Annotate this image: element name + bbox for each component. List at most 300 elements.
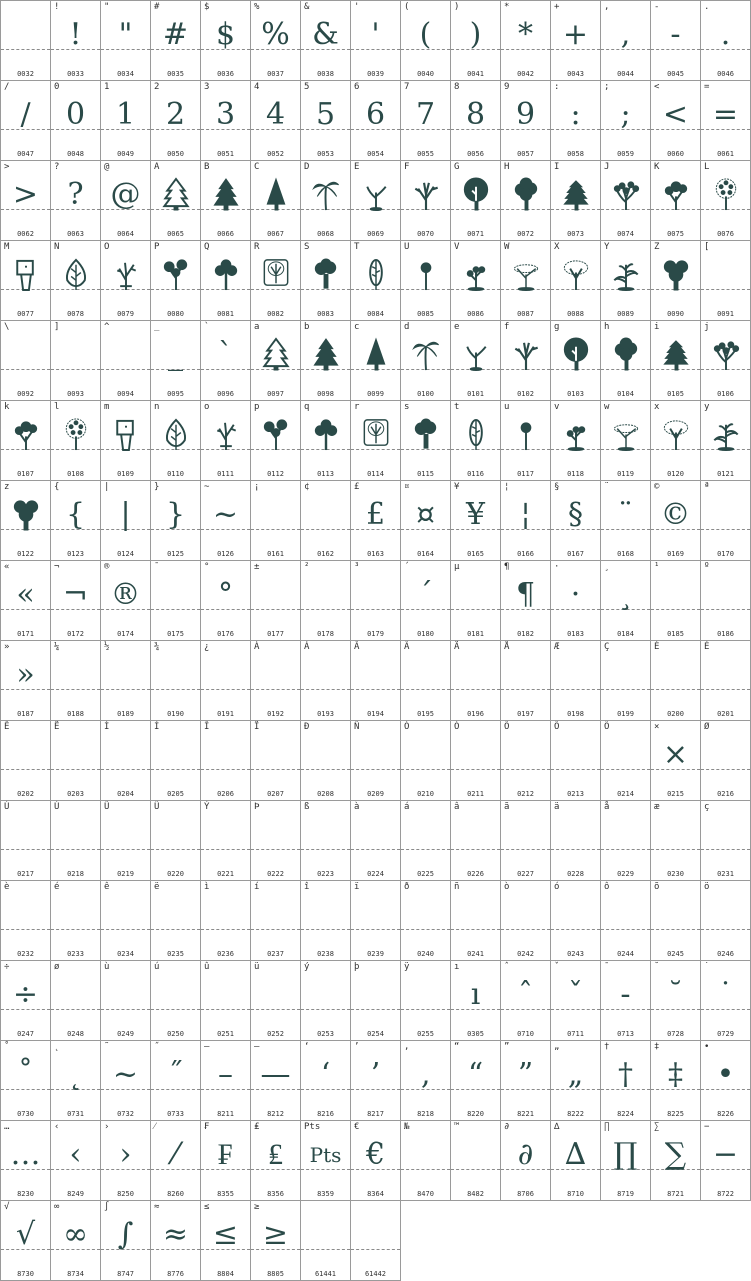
glyph-cell-0193[interactable] <box>300 640 351 721</box>
glyph-cell-0167[interactable] <box>550 480 601 561</box>
glyph-cell-0250[interactable] <box>150 960 201 1041</box>
glyph-cell-0166[interactable] <box>500 480 551 561</box>
glyph-cell-0242[interactable] <box>500 880 551 961</box>
glyph-cell-0075[interactable] <box>650 160 701 241</box>
glyph-cell-0187[interactable] <box>0 640 51 721</box>
glyph-cell-0215[interactable] <box>650 720 701 801</box>
glyph-cell-0212[interactable] <box>500 720 551 801</box>
glyph-cell-0112[interactable] <box>250 400 301 481</box>
glyph-cell-0231[interactable] <box>700 800 751 881</box>
glyph-preview: ; <box>620 97 631 132</box>
glyph-cell-0177[interactable] <box>250 560 301 641</box>
glyph-cell-0070[interactable] <box>400 160 451 241</box>
glyph-cell-0033[interactable] <box>50 0 101 81</box>
glyph-cell-0042[interactable] <box>500 0 551 81</box>
glyph-cell-0223[interactable] <box>300 800 351 881</box>
glyph-cell-8710[interactable] <box>550 1120 601 1201</box>
glyph-cell-label: Ø <box>704 722 710 732</box>
glyph-cell-label: / <box>4 82 10 92</box>
glyph-preview <box>301 493 350 533</box>
glyph-cell-0064[interactable] <box>100 160 151 241</box>
glyph-cell-8250[interactable] <box>100 1120 151 1201</box>
glyph-cell-label: ˝ <box>154 1042 160 1052</box>
glyph-cell-0210[interactable] <box>400 720 451 801</box>
glyph-cell-0195[interactable] <box>400 640 451 721</box>
glyph-cell-0241[interactable] <box>450 880 501 961</box>
glyph-cell-0047[interactable] <box>0 80 51 161</box>
glyph-cell-0197[interactable] <box>500 640 551 721</box>
glyph-cell-label: ø <box>54 962 60 972</box>
glyph-cell-0207[interactable] <box>250 720 301 801</box>
glyph-cell-0040[interactable] <box>400 0 451 81</box>
glyph-cell-0122[interactable] <box>0 480 51 561</box>
glyph-cell-0069[interactable] <box>350 160 401 241</box>
glyph-cell-0077[interactable] <box>0 240 51 321</box>
glyph-cell-0161[interactable] <box>250 480 301 561</box>
glyph-cell-0050[interactable] <box>150 80 201 161</box>
glyph-cell-0121[interactable] <box>700 400 751 481</box>
glyph-preview <box>701 813 750 853</box>
glyph-cell-8706[interactable] <box>500 1120 551 1201</box>
glyph-cell-0248[interactable] <box>50 960 101 1041</box>
glyph-cell-label: n <box>154 402 160 412</box>
glyph-cell-0713[interactable] <box>600 960 651 1041</box>
glyph-preview <box>501 813 550 853</box>
glyph-code: 8719 <box>617 1190 634 1198</box>
glyph-cell-0063[interactable] <box>50 160 101 241</box>
glyph-cell-0041[interactable] <box>450 0 501 81</box>
glyph-cell-0233[interactable] <box>50 880 101 961</box>
glyph-code: 0252 <box>267 1030 284 1038</box>
glyph-preview: ~ <box>212 497 239 532</box>
glyph-cell-0058[interactable] <box>550 80 601 161</box>
glyph-cell-0183[interactable] <box>550 560 601 641</box>
glyph-cell-0034[interactable] <box>100 0 151 81</box>
glyph-cell-0730[interactable] <box>0 1040 51 1121</box>
glyph-cell-0208[interactable] <box>300 720 351 801</box>
glyph-cell-0253[interactable] <box>300 960 351 1041</box>
glyph-cell-0078[interactable] <box>50 240 101 321</box>
glyph-cell-label: ≤ <box>204 1202 210 1212</box>
glyph-code: 0098 <box>317 390 334 398</box>
glyph-cell-0126[interactable] <box>200 480 251 561</box>
glyph-cell-0192[interactable] <box>250 640 301 721</box>
glyph-cell-label: 9 <box>504 82 510 92</box>
glyph-cell-0237[interactable] <box>250 880 301 961</box>
glyph-cell-8805[interactable] <box>250 1200 301 1281</box>
glyph-cell-0224[interactable] <box>350 800 401 881</box>
glyph-cell-0090[interactable] <box>650 240 701 321</box>
glyph-cell-0202[interactable] <box>0 720 51 801</box>
glyph-cell-0095[interactable] <box>150 320 201 401</box>
glyph-cell-0039[interactable] <box>350 0 401 81</box>
glyph-cell-0729[interactable] <box>700 960 751 1041</box>
glyph-cell-0115[interactable] <box>400 400 451 481</box>
glyph-cell-0217[interactable] <box>0 800 51 881</box>
glyph-cell-0211[interactable] <box>450 720 501 801</box>
glyph-code: 8217 <box>367 1110 384 1118</box>
glyph-cell-0229[interactable] <box>600 800 651 881</box>
glyph-cell-0094[interactable] <box>100 320 151 401</box>
glyph-preview <box>351 973 400 1013</box>
glyph-code: 0089 <box>617 310 634 318</box>
glyph-cell-8211[interactable] <box>200 1040 251 1121</box>
glyph-cell-0171[interactable] <box>0 560 51 641</box>
glyph-cell-0089[interactable] <box>600 240 651 321</box>
glyph-cell-0196[interactable] <box>450 640 501 721</box>
glyph-code: 0075 <box>667 230 684 238</box>
glyph-cell-8359[interactable] <box>300 1120 351 1201</box>
glyph-cell-0066[interactable] <box>200 160 251 241</box>
glyph-cell-label: 5 <box>304 82 310 92</box>
glyph-cell-0080[interactable] <box>150 240 201 321</box>
glyph-code: 0230 <box>667 870 684 878</box>
glyph-code: 0232 <box>17 950 34 958</box>
glyph-cell-0060[interactable] <box>650 80 701 161</box>
glyph-preview <box>351 653 400 693</box>
growing-plant-icon <box>701 413 750 453</box>
glyph-code: 0080 <box>167 310 184 318</box>
glyph-cell-0076[interactable] <box>700 160 751 241</box>
glyph-cell-0205[interactable] <box>150 720 201 801</box>
glyph-cell-label: ¿ <box>204 642 210 652</box>
glyph-cell-0123[interactable] <box>50 480 101 561</box>
glyph-cell-label: ® <box>104 562 110 572</box>
glyph-preview <box>401 733 450 773</box>
glyph-cell-0168[interactable] <box>600 480 651 561</box>
glyph-cell-0106[interactable] <box>700 320 751 401</box>
glyph-cell-0113[interactable] <box>300 400 351 481</box>
glyph-cell-0238[interactable] <box>300 880 351 961</box>
glyph-cell-8355[interactable] <box>200 1120 251 1201</box>
glyph-cell-0230[interactable] <box>650 800 701 881</box>
glyph-cell-0048[interactable] <box>50 80 101 161</box>
glyph-cell-0226[interactable] <box>450 800 501 881</box>
glyph-cell-0072[interactable] <box>500 160 551 241</box>
glyph-cell-label: Ä <box>454 642 460 652</box>
glyph-code: 0193 <box>317 710 334 718</box>
glyph-cell-0252[interactable] <box>250 960 301 1041</box>
glyph-cell-0067[interactable] <box>250 160 301 241</box>
glyph-cell-0711[interactable] <box>550 960 601 1041</box>
glyph-cell-8230[interactable] <box>0 1120 51 1201</box>
glyph-cell-0169[interactable] <box>650 480 701 561</box>
glyph-cell-8218[interactable] <box>400 1040 451 1121</box>
glyph-cell-0216[interactable] <box>700 720 751 801</box>
glyph-cell-0185[interactable] <box>650 560 701 641</box>
glyph-cell-0728[interactable] <box>650 960 701 1041</box>
glyph-cell-8216[interactable] <box>300 1040 351 1121</box>
glyph-cell-0710[interactable] <box>500 960 551 1041</box>
glyph-cell-0088[interactable] <box>550 240 601 321</box>
glyph-cell-8364[interactable] <box>350 1120 401 1201</box>
glyph-code: 0215 <box>667 790 684 798</box>
glyph-cell-0221[interactable] <box>200 800 251 881</box>
glyph-cell-0209[interactable] <box>350 720 401 801</box>
glyph-cell-0219[interactable] <box>100 800 151 881</box>
glyph-cell-0254[interactable] <box>350 960 401 1041</box>
glyph-cell-0093[interactable] <box>50 320 101 401</box>
glyph-cell-label: Q <box>204 242 210 252</box>
glyph-cell-0082[interactable] <box>250 240 301 321</box>
glyph-cell-0174[interactable] <box>100 560 151 641</box>
glyph-cell-0165[interactable] <box>450 480 501 561</box>
glyph-cell-8776[interactable] <box>150 1200 201 1281</box>
glyph-cell-0086[interactable] <box>450 240 501 321</box>
glyph-cell-0079[interactable] <box>100 240 151 321</box>
glyph-cell-0117[interactable] <box>500 400 551 481</box>
glyph-code: 0049 <box>117 150 134 158</box>
glyph-cell-0107[interactable] <box>0 400 51 481</box>
glyph-cell-0249[interactable] <box>100 960 151 1041</box>
glyph-cell-8722[interactable] <box>700 1120 751 1201</box>
glyph-cell-0049[interactable] <box>100 80 151 161</box>
glyph-cell-0731[interactable] <box>50 1040 101 1121</box>
glyph-cell-0065[interactable] <box>150 160 201 241</box>
glyph-cell-0105[interactable] <box>650 320 701 401</box>
glyph-cell-0234[interactable] <box>100 880 151 961</box>
glyph-cell-8212[interactable] <box>250 1040 301 1121</box>
glyph-cell-0101[interactable] <box>450 320 501 401</box>
glyph-cell-label: I <box>554 162 560 172</box>
glyph-cell-0251[interactable] <box>200 960 251 1041</box>
glyph-cell-label: í <box>254 882 260 892</box>
glyph-cell-0059[interactable] <box>600 80 651 161</box>
glyph-cell-0255[interactable] <box>400 960 451 1041</box>
glyph-cell-0053[interactable] <box>300 80 351 161</box>
glyph-cell-8225[interactable] <box>650 1040 701 1121</box>
glyph-cell-8249[interactable] <box>50 1120 101 1201</box>
glyph-cell-0110[interactable] <box>150 400 201 481</box>
glyph-preview: " <box>118 17 133 52</box>
glyph-preview: 0 <box>65 97 86 132</box>
glyph-cell-label: ç <box>704 802 710 812</box>
glyph-cell-0098[interactable] <box>300 320 351 401</box>
glyph-cell-61441[interactable] <box>300 1200 351 1281</box>
glyph-cell-8260[interactable] <box>150 1120 201 1201</box>
glyph-cell-0188[interactable] <box>50 640 101 721</box>
glyph-cell-label: © <box>654 482 660 492</box>
glyph-cell-label: a <box>254 322 260 332</box>
glyph-preview <box>351 573 400 613</box>
glyph-cell-0176[interactable] <box>200 560 251 641</box>
glyph-cell-0081[interactable] <box>200 240 251 321</box>
glyph-cell-0162[interactable] <box>300 480 351 561</box>
glyph-cell-0179[interactable] <box>350 560 401 641</box>
glyph-cell-0046[interactable] <box>700 0 751 81</box>
glyph-cell-0092[interactable] <box>0 320 51 401</box>
glyph-cell-0055[interactable] <box>400 80 451 161</box>
glyph-cell-0206[interactable] <box>200 720 251 801</box>
glyph-cell-0213[interactable] <box>550 720 601 801</box>
glyph-cell-0199[interactable] <box>600 640 651 721</box>
glyph-cell-0204[interactable] <box>100 720 151 801</box>
glyph-cell-0163[interactable] <box>350 480 401 561</box>
glyph-cell-0062[interactable] <box>0 160 51 241</box>
glyph-cell-0038[interactable] <box>300 0 351 81</box>
glyph-cell-8226[interactable] <box>700 1040 751 1121</box>
glyph-cell-8222[interactable] <box>550 1040 601 1121</box>
glyph-cell-0198[interactable] <box>550 640 601 721</box>
glyph-cell-0102[interactable] <box>500 320 551 401</box>
glyph-code: 0108 <box>67 470 84 478</box>
glyph-cell-0236[interactable] <box>200 880 251 961</box>
glyph-cell-0203[interactable] <box>50 720 101 801</box>
glyph-cell-0240[interactable] <box>400 880 451 961</box>
glyph-cell-0104[interactable] <box>600 320 651 401</box>
glyph-cell-0246[interactable] <box>700 880 751 961</box>
glyph-cell-0119[interactable] <box>600 400 651 481</box>
glyph-cell-0218[interactable] <box>50 800 101 881</box>
glyph-cell-0170[interactable] <box>700 480 751 561</box>
glyph-cell-0247[interactable] <box>0 960 51 1041</box>
glyph-code: 0118 <box>567 470 584 478</box>
glyph-cell-0125[interactable] <box>150 480 201 561</box>
fir-tree-icon <box>301 333 350 373</box>
glyph-cell-0087[interactable] <box>500 240 551 321</box>
glyph-cell-0189[interactable] <box>100 640 151 721</box>
glyph-cell-0061[interactable] <box>700 80 751 161</box>
glyph-preview: ¤ <box>415 497 436 532</box>
glyph-cell-0175[interactable] <box>150 560 201 641</box>
glyph-code: 0081 <box>217 310 234 318</box>
glyph-code: 0233 <box>67 950 84 958</box>
glyph-cell-8470[interactable] <box>400 1120 451 1201</box>
glyph-cell-0100[interactable] <box>400 320 451 401</box>
glyph-cell-61442[interactable] <box>350 1200 401 1281</box>
glyph-cell-0036[interactable] <box>200 0 251 81</box>
glyph-cell-8721[interactable] <box>650 1120 701 1201</box>
glyph-cell-8804[interactable] <box>200 1200 251 1281</box>
glyph-cell-0220[interactable] <box>150 800 201 881</box>
glyph-cell-0186[interactable] <box>700 560 751 641</box>
glyph-cell-0191[interactable] <box>200 640 251 721</box>
glyph-cell-8356[interactable] <box>250 1120 301 1201</box>
glyph-cell-0245[interactable] <box>650 880 701 961</box>
spruce-tree-icon <box>351 333 400 373</box>
glyph-cell-0097[interactable] <box>250 320 301 401</box>
glyph-cell-0239[interactable] <box>350 880 401 961</box>
glyph-cell-8220[interactable] <box>450 1040 501 1121</box>
glyph-cell-0164[interactable] <box>400 480 451 561</box>
glyph-cell-0124[interactable] <box>100 480 151 561</box>
glyph-cell-0178[interactable] <box>300 560 351 641</box>
glyph-cell-0235[interactable] <box>150 880 201 961</box>
glyph-code: 0225 <box>417 870 434 878</box>
glyph-cell-8217[interactable] <box>350 1040 401 1121</box>
glyph-cell-0201[interactable] <box>700 640 751 721</box>
glyph-cell-0732[interactable] <box>100 1040 151 1121</box>
glyph-code: 0200 <box>667 710 684 718</box>
glyph-code: 0116 <box>467 470 484 478</box>
glyph-cell-0035[interactable] <box>150 0 201 81</box>
glyph-preview <box>701 893 750 933</box>
glyph-cell-8719[interactable] <box>600 1120 651 1201</box>
glyph-cell-label: - <box>654 2 660 12</box>
glyph-cell-8730[interactable] <box>0 1200 51 1281</box>
glyph-cell-0243[interactable] <box>550 880 601 961</box>
glyph-cell-0222[interactable] <box>250 800 301 881</box>
glyph-cell-0227[interactable] <box>500 800 551 881</box>
glyph-cell-0071[interactable] <box>450 160 501 241</box>
glyph-cell-0085[interactable] <box>400 240 451 321</box>
glyph-cell-label: é <box>54 882 60 892</box>
glyph-cell-8747[interactable] <box>100 1200 151 1281</box>
glyph-preview: £ <box>365 497 386 532</box>
glyph-cell-0032[interactable] <box>0 0 51 81</box>
glyph-cell-0172[interactable] <box>50 560 101 641</box>
glyph-code: 0043 <box>567 70 584 78</box>
glyph-cell-0091[interactable] <box>700 240 751 321</box>
glyph-cell-0228[interactable] <box>550 800 601 881</box>
glyph-cell-0056[interactable] <box>450 80 501 161</box>
glyph-cell-label: ¸ <box>604 562 610 572</box>
glyph-cell-0084[interactable] <box>350 240 401 321</box>
glyph-cell-0244[interactable] <box>600 880 651 961</box>
glyph-cell-label: t <box>454 402 460 412</box>
glyph-cell-0225[interactable] <box>400 800 451 881</box>
glyph-cell-0180[interactable] <box>400 560 451 641</box>
glyph-cell-0096[interactable] <box>200 320 251 401</box>
glyph-cell-0073[interactable] <box>550 160 601 241</box>
glyph-cell-0733[interactable] <box>150 1040 201 1121</box>
glyph-cell-0116[interactable] <box>450 400 501 481</box>
glyph-cell-0194[interactable] <box>350 640 401 721</box>
glyph-cell-0108[interactable] <box>50 400 101 481</box>
glyph-cell-0190[interactable] <box>150 640 201 721</box>
glyph-cell-0214[interactable] <box>600 720 651 801</box>
glyph-cell-8734[interactable] <box>50 1200 101 1281</box>
glyph-cell-0200[interactable] <box>650 640 701 721</box>
glyph-cell-0052[interactable] <box>250 80 301 161</box>
glyph-cell-0068[interactable] <box>300 160 351 241</box>
glyph-cell-0120[interactable] <box>650 400 701 481</box>
glyph-cell-0074[interactable] <box>600 160 651 241</box>
glyph-cell-8221[interactable] <box>500 1040 551 1121</box>
glyph-cell-0051[interactable] <box>200 80 251 161</box>
glyph-code: 0097 <box>267 390 284 398</box>
glyph-cell-0103[interactable] <box>550 320 601 401</box>
glyph-cell-0037[interactable] <box>250 0 301 81</box>
glyph-cell-0118[interactable] <box>550 400 601 481</box>
glyph-cell-0044[interactable] <box>600 0 651 81</box>
glyph-cell-0305[interactable] <box>450 960 501 1041</box>
glyph-cell-0182[interactable] <box>500 560 551 641</box>
glyph-cell-0232[interactable] <box>0 880 51 961</box>
glyph-cell-0057[interactable] <box>500 80 551 161</box>
glyph-preview: , <box>620 17 631 52</box>
glyph-cell-0043[interactable] <box>550 0 601 81</box>
glyph-cell-label: o <box>204 402 210 412</box>
glyph-preview: ∏ <box>613 1137 638 1172</box>
glyph-cell-0109[interactable] <box>100 400 151 481</box>
glyph-cell-0083[interactable] <box>300 240 351 321</box>
glyph-cell-8482[interactable] <box>450 1120 501 1201</box>
glyph-cell-label: Õ <box>554 722 560 732</box>
glyph-cell-0181[interactable] <box>450 560 501 641</box>
glyph-cell-0184[interactable] <box>600 560 651 641</box>
glyph-cell-label: ‚ <box>404 1042 410 1052</box>
glyph-cell-0045[interactable] <box>650 0 701 81</box>
glyph-cell-label: e <box>454 322 460 332</box>
glyph-cell-8224[interactable] <box>600 1040 651 1121</box>
glyph-cell-0099[interactable] <box>350 320 401 401</box>
glyph-cell-label: > <box>4 162 10 172</box>
glyph-cell-0114[interactable] <box>350 400 401 481</box>
glyph-cell-label: ÷ <box>4 962 10 972</box>
glyph-cell-0111[interactable] <box>200 400 251 481</box>
glyph-cell-0054[interactable] <box>350 80 401 161</box>
